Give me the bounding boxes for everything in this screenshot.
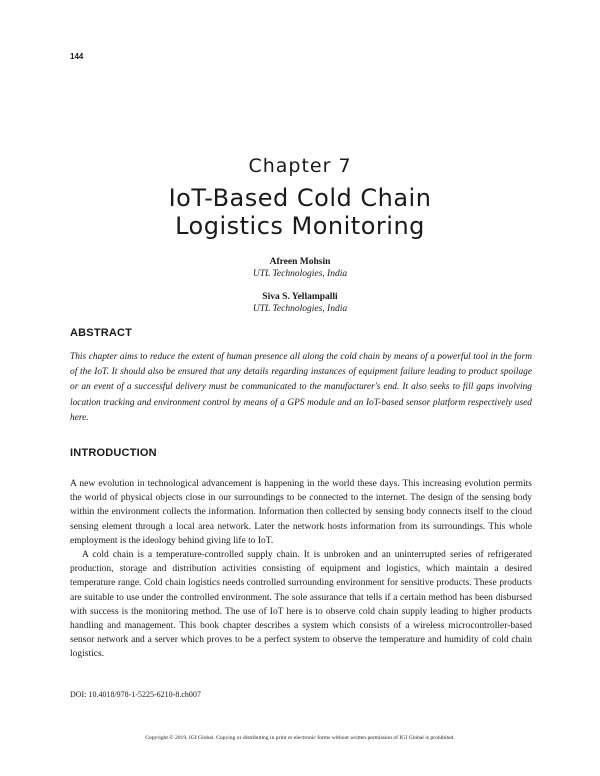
author-affiliation: UTL Technologies, India — [252, 304, 348, 314]
chapter-title-line-2: Logistics Monitoring — [175, 212, 425, 240]
paragraph: A new evolution in technological advancement is happening in the world these days. This increasing evolution permits the world of physical objects close in our surroundings to be connected to the internet. The design of the sensing body within the environment collects the information. Information then collected by sensing body connects itself to the cloud sensing element through a local area network. Later the network hosts information from its surroundings. This whole employment is the ideology behind giving life to IoT. — [70, 479, 532, 546]
paragraph: A cold chain is a temperature-controlled supply chain. It is unbroken and an uninterrupted series of refrigerated production, storage and distribution activities consisting of equipment and logistics, which maintain a desired temperature range. Cold chain logistics needs controlled surrounding environment for sensitive products. These products are suitable to use under the controlled environment. The sole assurance that tells if a certain method has been disbursed with success is the monitoring method. The use of IoT here is to observe cold chain supply leading to higher products handling and management. This book chapter describes a system which consists of a wireless microcontroller-based sensor network and a server which proves to be a perfect system to observe the temperature and humidity of cold chain logistics. — [70, 550, 532, 660]
author-block-2 — [0, 291, 600, 315]
author-name: Siva S. Yellampalli — [262, 292, 338, 302]
chapter-label: Chapter 7 — [248, 155, 352, 177]
author-name: Afreen Mohsin — [269, 257, 331, 267]
introduction-body — [70, 477, 532, 662]
doi-line: DOI: 10.4018/978-1-5225-6210-8.ch007 — [70, 690, 201, 699]
abstract-heading: ABSTRACT — [70, 327, 133, 339]
chapter-title-line-1: IoT-Based Cold Chain — [168, 184, 432, 212]
author-affiliation: UTL Technologies, India — [252, 269, 348, 279]
author-block-1 — [0, 256, 600, 280]
copyright-notice: Copyright © 2019, IGI Global. Copying or distributing in print or electronic forms without written permission of IGI Global is prohibited. — [145, 735, 455, 741]
abstract-text: This chapter aims to reduce the extent of human presence all along the cold chain by means of a powerful tool in the form of the IoT. It should also be ensured that any details regarding instances of equipment failure leading to product spoilage or an event of a successful delivery must be communicated to the manufacturer's end. It also seeks to fill gaps involving location tracking and environment control by means of a GPS module and an IoT-based sensor platform respectively used here. — [70, 352, 532, 423]
introduction-heading: INTRODUCTION — [70, 447, 157, 459]
page-number: 144 — [70, 52, 84, 61]
chapter-title — [0, 184, 600, 240]
